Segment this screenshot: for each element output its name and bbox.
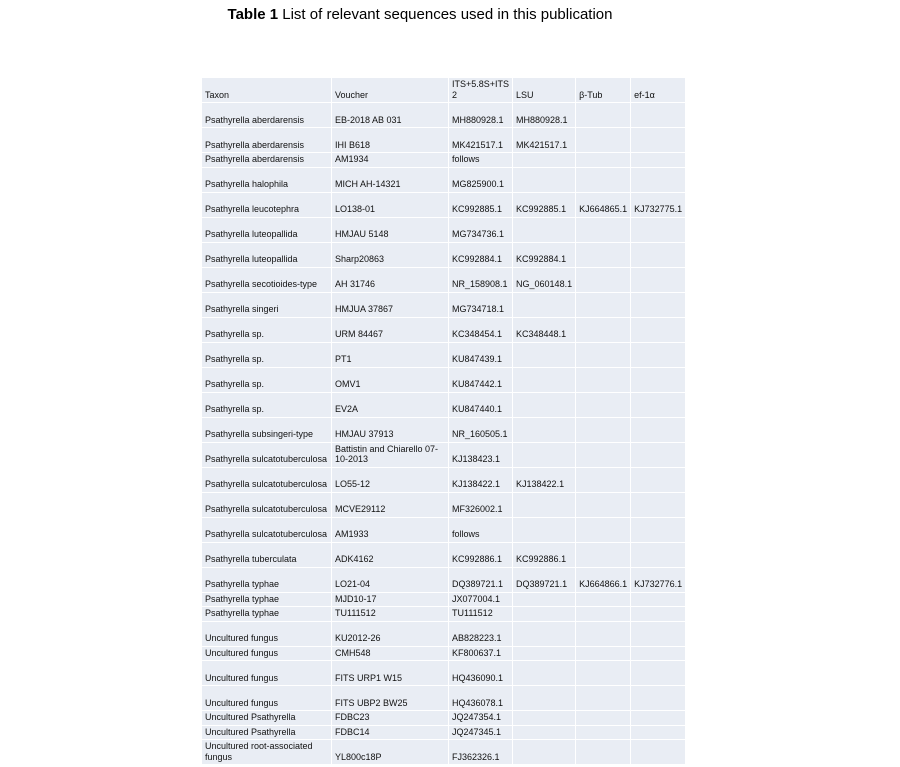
cell-ef1a	[631, 443, 685, 467]
cell-lsu	[513, 726, 575, 740]
cell-voucher: KU2012-26	[332, 622, 448, 646]
cell-taxon: Uncultured fungus	[202, 622, 331, 646]
cell-lsu	[513, 153, 575, 167]
table-row	[202, 622, 685, 646]
cell-taxon: Psathyrella leucotephra	[202, 193, 331, 217]
cell-ef1a	[631, 153, 685, 167]
cell-ef1a	[631, 128, 685, 152]
cell-lsu	[513, 661, 575, 685]
cell-its: KU847442.1	[449, 368, 512, 392]
cell-voucher: Sharp20863	[332, 243, 448, 267]
cell-lsu	[513, 622, 575, 646]
table-row	[202, 443, 685, 467]
cell-its: MH880928.1	[449, 103, 512, 127]
cell-lsu: MK421517.1	[513, 128, 575, 152]
cell-ef1a	[631, 343, 685, 367]
table-row	[202, 543, 685, 567]
cell-its: NR_160505.1	[449, 418, 512, 442]
table-row	[202, 711, 685, 725]
cell-voucher: EV2A	[332, 393, 448, 417]
cell-voucher: FDBC23	[332, 711, 448, 725]
cell-taxon: Psathyrella subsingeri-type	[202, 418, 331, 442]
cell-ef1a	[631, 647, 685, 661]
cell-lsu	[513, 293, 575, 317]
cell-its: JQ247345.1	[449, 726, 512, 740]
cell-voucher: LO138-01	[332, 193, 448, 217]
cell-lsu: MH880928.1	[513, 103, 575, 127]
cell-btub	[576, 647, 630, 661]
cell-voucher: Battistin and Chiarello 07-10-2013	[332, 443, 448, 467]
cell-ef1a	[631, 393, 685, 417]
cell-lsu	[513, 607, 575, 621]
table-row	[202, 518, 685, 542]
header-taxon: Taxon	[202, 78, 331, 102]
cell-its: KJ138423.1	[449, 443, 512, 467]
cell-voucher: MICH AH-14321	[332, 168, 448, 192]
cell-ef1a	[631, 543, 685, 567]
table-row	[202, 268, 685, 292]
cell-voucher: IHI B618	[332, 128, 448, 152]
cell-lsu	[513, 647, 575, 661]
table-row	[202, 343, 685, 367]
sequence-table	[201, 77, 686, 765]
table-caption	[0, 6, 840, 24]
table-row	[202, 468, 685, 492]
cell-taxon: Psathyrella secotioides-type	[202, 268, 331, 292]
cell-ef1a	[631, 607, 685, 621]
cell-lsu	[513, 518, 575, 542]
cell-lsu	[513, 368, 575, 392]
cell-its: HQ436090.1	[449, 661, 512, 685]
cell-voucher: AH 31746	[332, 268, 448, 292]
cell-btub	[576, 711, 630, 725]
cell-ef1a	[631, 593, 685, 607]
table-row	[202, 686, 685, 710]
cell-btub	[576, 128, 630, 152]
cell-voucher: HMJAU 37913	[332, 418, 448, 442]
cell-its: HQ436078.1	[449, 686, 512, 710]
table-caption-label: Table 1	[227, 6, 279, 23]
table-row	[202, 318, 685, 342]
cell-taxon: Psathyrella typhae	[202, 593, 331, 607]
cell-voucher: YL800c18P	[332, 740, 448, 764]
cell-voucher: LO21-04	[332, 568, 448, 592]
cell-taxon: Psathyrella sulcatotuberculosa	[202, 493, 331, 517]
sequence-table-body	[202, 78, 685, 764]
cell-its: TU111512	[449, 607, 512, 621]
table-row	[202, 103, 685, 127]
table-row	[202, 647, 685, 661]
cell-its: MG825900.1	[449, 168, 512, 192]
cell-its: MG734718.1	[449, 293, 512, 317]
cell-taxon: Psathyrella aberdarensis	[202, 128, 331, 152]
cell-lsu: KC348448.1	[513, 318, 575, 342]
cell-lsu: DQ389721.1	[513, 568, 575, 592]
cell-btub	[576, 468, 630, 492]
cell-btub	[576, 168, 630, 192]
cell-taxon: Uncultured fungus	[202, 647, 331, 661]
cell-btub	[576, 686, 630, 710]
cell-taxon: Uncultured fungus	[202, 661, 331, 685]
cell-taxon: Psathyrella luteopallida	[202, 243, 331, 267]
cell-taxon: Psathyrella typhae	[202, 607, 331, 621]
cell-its: KC348454.1	[449, 318, 512, 342]
cell-lsu	[513, 343, 575, 367]
cell-voucher: ADK4162	[332, 543, 448, 567]
header-its: ITS+5.8S+ITS 2	[449, 78, 512, 102]
table-row	[202, 418, 685, 442]
cell-its: DQ389721.1	[449, 568, 512, 592]
cell-ef1a	[631, 493, 685, 517]
cell-taxon: Psathyrella sulcatotuberculosa	[202, 518, 331, 542]
cell-voucher: LO55-12	[332, 468, 448, 492]
cell-ef1a	[631, 468, 685, 492]
cell-its: MF326002.1	[449, 493, 512, 517]
cell-ef1a	[631, 726, 685, 740]
cell-btub	[576, 218, 630, 242]
cell-ef1a	[631, 418, 685, 442]
cell-taxon: Psathyrella sulcatotuberculosa	[202, 443, 331, 467]
cell-its: FJ362326.1	[449, 740, 512, 764]
cell-ef1a	[631, 103, 685, 127]
cell-btub	[576, 443, 630, 467]
cell-ef1a	[631, 740, 685, 764]
cell-its: follows	[449, 518, 512, 542]
cell-btub	[576, 593, 630, 607]
cell-btub	[576, 607, 630, 621]
cell-its: KU847440.1	[449, 393, 512, 417]
cell-taxon: Uncultured root-associated fungus	[202, 740, 331, 764]
cell-its: JQ247354.1	[449, 711, 512, 725]
cell-btub	[576, 368, 630, 392]
table-row	[202, 293, 685, 317]
cell-btub	[576, 661, 630, 685]
cell-lsu	[513, 493, 575, 517]
cell-taxon: Psathyrella tuberculata	[202, 543, 331, 567]
cell-ef1a	[631, 622, 685, 646]
cell-lsu	[513, 686, 575, 710]
cell-ef1a	[631, 293, 685, 317]
cell-taxon: Uncultured Psathyrella	[202, 726, 331, 740]
cell-lsu	[513, 218, 575, 242]
cell-taxon: Psathyrella sp.	[202, 343, 331, 367]
cell-its: KC992885.1	[449, 193, 512, 217]
cell-its: KC992886.1	[449, 543, 512, 567]
cell-lsu	[513, 168, 575, 192]
table-caption-text: List of relevant sequences used in this publication	[278, 6, 613, 23]
cell-lsu: KJ138422.1	[513, 468, 575, 492]
cell-taxon: Psathyrella aberdarensis	[202, 153, 331, 167]
cell-lsu: KC992886.1	[513, 543, 575, 567]
cell-btub	[576, 726, 630, 740]
table-row	[202, 193, 685, 217]
cell-ef1a	[631, 318, 685, 342]
cell-voucher: AM1933	[332, 518, 448, 542]
table-row	[202, 607, 685, 621]
cell-ef1a	[631, 218, 685, 242]
cell-btub	[576, 268, 630, 292]
cell-btub	[576, 343, 630, 367]
cell-its: NR_158908.1	[449, 268, 512, 292]
table-row	[202, 726, 685, 740]
cell-btub	[576, 293, 630, 317]
cell-its: KU847439.1	[449, 343, 512, 367]
cell-taxon: Psathyrella typhae	[202, 568, 331, 592]
cell-its: MK421517.1	[449, 128, 512, 152]
table-row	[202, 393, 685, 417]
cell-ef1a	[631, 268, 685, 292]
cell-voucher: MJD10-17	[332, 593, 448, 607]
header-lsu: LSU	[513, 78, 575, 102]
table-row	[202, 593, 685, 607]
cell-taxon: Psathyrella sp.	[202, 318, 331, 342]
cell-ef1a: KJ732775.1	[631, 193, 685, 217]
cell-its: KF800637.1	[449, 647, 512, 661]
cell-voucher: HMJUA 37867	[332, 293, 448, 317]
cell-taxon: Psathyrella singeri	[202, 293, 331, 317]
table-row	[202, 740, 685, 764]
cell-ef1a: KJ732776.1	[631, 568, 685, 592]
table-header-row	[202, 78, 685, 102]
cell-taxon: Psathyrella sp.	[202, 368, 331, 392]
cell-taxon: Psathyrella sulcatotuberculosa	[202, 468, 331, 492]
table-row	[202, 568, 685, 592]
cell-voucher: TU111512	[332, 607, 448, 621]
cell-ef1a	[631, 518, 685, 542]
cell-btub	[576, 622, 630, 646]
cell-btub: KJ664865.1	[576, 193, 630, 217]
cell-voucher: OMV1	[332, 368, 448, 392]
cell-taxon: Psathyrella halophila	[202, 168, 331, 192]
header-voucher: Voucher	[332, 78, 448, 102]
cell-lsu: NG_060148.1	[513, 268, 575, 292]
cell-its: AB828223.1	[449, 622, 512, 646]
cell-lsu: KC992884.1	[513, 243, 575, 267]
cell-lsu	[513, 393, 575, 417]
cell-lsu	[513, 418, 575, 442]
table-row	[202, 218, 685, 242]
cell-btub	[576, 153, 630, 167]
table-row	[202, 493, 685, 517]
cell-btub	[576, 543, 630, 567]
cell-taxon: Psathyrella aberdarensis	[202, 103, 331, 127]
table-row	[202, 128, 685, 152]
cell-taxon: Uncultured Psathyrella	[202, 711, 331, 725]
cell-btub	[576, 393, 630, 417]
cell-btub	[576, 103, 630, 127]
cell-voucher: CMH548	[332, 647, 448, 661]
table-row	[202, 243, 685, 267]
table-row	[202, 153, 685, 167]
cell-btub	[576, 418, 630, 442]
cell-taxon: Psathyrella luteopallida	[202, 218, 331, 242]
cell-ef1a	[631, 661, 685, 685]
cell-voucher: FITS UBP2 BW25	[332, 686, 448, 710]
cell-its: follows	[449, 153, 512, 167]
cell-its: KC992884.1	[449, 243, 512, 267]
cell-ef1a	[631, 168, 685, 192]
cell-its: KJ138422.1	[449, 468, 512, 492]
cell-voucher: PT1	[332, 343, 448, 367]
cell-ef1a	[631, 368, 685, 392]
cell-its: JX077004.1	[449, 593, 512, 607]
cell-btub	[576, 493, 630, 517]
cell-ef1a	[631, 686, 685, 710]
cell-lsu	[513, 443, 575, 467]
cell-lsu	[513, 711, 575, 725]
header-ef1a: ef-1α	[631, 78, 685, 102]
cell-voucher: EB-2018 AB 031	[332, 103, 448, 127]
cell-taxon: Uncultured fungus	[202, 686, 331, 710]
cell-voucher: URM 84467	[332, 318, 448, 342]
cell-btub	[576, 243, 630, 267]
cell-btub	[576, 740, 630, 764]
table-row	[202, 168, 685, 192]
cell-btub	[576, 318, 630, 342]
cell-taxon: Psathyrella sp.	[202, 393, 331, 417]
cell-lsu	[513, 740, 575, 764]
cell-voucher: AM1934	[332, 153, 448, 167]
table-row	[202, 661, 685, 685]
cell-voucher: MCVE29112	[332, 493, 448, 517]
cell-btub	[576, 518, 630, 542]
header-btub: β-Tub	[576, 78, 630, 102]
cell-lsu: KC992885.1	[513, 193, 575, 217]
cell-voucher: HMJAU 5148	[332, 218, 448, 242]
cell-ef1a	[631, 243, 685, 267]
cell-voucher: FDBC14	[332, 726, 448, 740]
cell-ef1a	[631, 711, 685, 725]
table-row	[202, 368, 685, 392]
cell-voucher: FITS URP1 W15	[332, 661, 448, 685]
cell-its: MG734736.1	[449, 218, 512, 242]
cell-btub: KJ664866.1	[576, 568, 630, 592]
cell-lsu	[513, 593, 575, 607]
